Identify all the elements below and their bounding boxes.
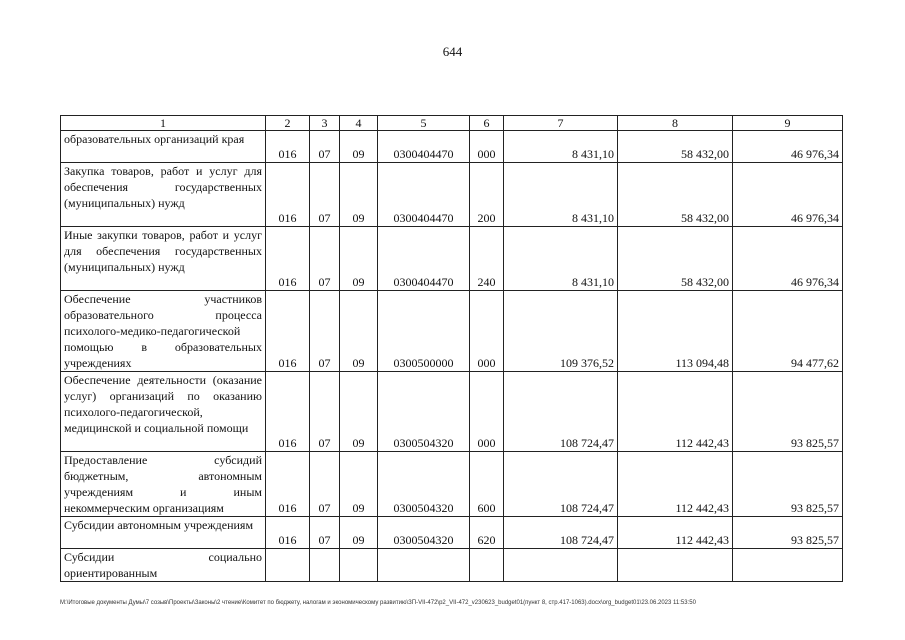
column-header: 7 xyxy=(504,116,618,131)
code-cell: 240 xyxy=(470,227,504,291)
page-number: 644 xyxy=(442,44,463,59)
code-cell: 000 xyxy=(470,131,504,163)
code-cell: 07 xyxy=(310,517,340,549)
table-row xyxy=(61,372,843,452)
amount-cell: 113 094,48 xyxy=(618,291,733,372)
amount-cell: 46 976,34 xyxy=(733,227,843,291)
amount-cell: 112 442,43 xyxy=(618,372,733,452)
amount-cell: 8 431,10 xyxy=(504,131,618,163)
amount-cell: 112 442,43 xyxy=(618,452,733,517)
amount-cell: 46 976,34 xyxy=(733,131,843,163)
code-cell: 000 xyxy=(470,372,504,452)
code-cell: 0300500000 xyxy=(378,291,470,372)
row-name-cell: Закупка товаров, работ и услуг для обеспечения государственных (муниципальных) нужд xyxy=(61,163,266,227)
code-cell: 0300404470 xyxy=(378,131,470,163)
amount-cell: 58 432,00 xyxy=(618,163,733,227)
column-header: 4 xyxy=(340,116,378,131)
amount-cell: 108 724,47 xyxy=(504,372,618,452)
code-cell: 09 xyxy=(340,372,378,452)
amount-cell xyxy=(618,549,733,582)
table-row xyxy=(61,549,843,582)
code-cell: 09 xyxy=(340,452,378,517)
amount-cell: 46 976,34 xyxy=(733,163,843,227)
column-header: 9 xyxy=(733,116,843,131)
table-row xyxy=(61,227,843,291)
code-cell: 0300504320 xyxy=(378,372,470,452)
row-name-cell: Субсидии социально ориентированным xyxy=(61,549,266,582)
code-cell: 016 xyxy=(266,291,310,372)
table-row xyxy=(61,517,843,549)
code-cell: 016 xyxy=(266,163,310,227)
amount-cell: 8 431,10 xyxy=(504,163,618,227)
column-header: 5 xyxy=(378,116,470,131)
file-path-footer: M:\Итоговые документы Думы\7 созыв\Проекты\Законы\2 чтение\Комитет по бюджету, налогам и экономическому развитию\ЗП-VII-472\р2_VII-472_v230623_budget01(пункт 8, стр.417-1063).docx\org_budget01\23.06.2023 11:53:50 xyxy=(60,600,696,606)
code-cell: 0300504320 xyxy=(378,517,470,549)
amount-cell: 109 376,52 xyxy=(504,291,618,372)
header-row xyxy=(61,116,843,131)
amount-cell: 8 431,10 xyxy=(504,227,618,291)
column-header: 3 xyxy=(310,116,340,131)
amount-cell: 108 724,47 xyxy=(504,452,618,517)
code-cell: 07 xyxy=(310,131,340,163)
code-cell xyxy=(310,549,340,582)
code-cell: 07 xyxy=(310,372,340,452)
amount-cell xyxy=(504,549,618,582)
amount-cell: 93 825,57 xyxy=(733,452,843,517)
code-cell: 016 xyxy=(266,227,310,291)
code-cell: 016 xyxy=(266,452,310,517)
column-header: 2 xyxy=(266,116,310,131)
row-name-cell: Обеспечение деятельности (оказание услуг) организаций по оказанию психолого-педагогической, медицинской и социальной помощи xyxy=(61,372,266,452)
row-name-cell: Иные закупки товаров, работ и услуг для обеспечения государственных (муниципальных) нужд xyxy=(61,227,266,291)
code-cell: 09 xyxy=(340,227,378,291)
row-name-cell: Субсидии автономным учреждениям xyxy=(61,517,266,549)
table-row xyxy=(61,131,843,163)
amount-cell: 112 442,43 xyxy=(618,517,733,549)
budget-table xyxy=(60,115,843,582)
code-cell: 07 xyxy=(310,227,340,291)
code-cell: 09 xyxy=(340,163,378,227)
code-cell: 09 xyxy=(340,517,378,549)
code-cell xyxy=(470,549,504,582)
code-cell: 016 xyxy=(266,131,310,163)
code-cell: 200 xyxy=(470,163,504,227)
code-cell xyxy=(340,549,378,582)
amount-cell: 58 432,00 xyxy=(618,131,733,163)
code-cell: 000 xyxy=(470,291,504,372)
row-name-cell: Предоставление субсидий бюджетным, автономным учреждениям и иным некоммерческим организациям xyxy=(61,452,266,517)
code-cell xyxy=(266,549,310,582)
table-row xyxy=(61,452,843,517)
amount-cell: 93 825,57 xyxy=(733,517,843,549)
table-row xyxy=(61,163,843,227)
column-header: 6 xyxy=(470,116,504,131)
code-cell: 0300404470 xyxy=(378,163,470,227)
code-cell: 07 xyxy=(310,291,340,372)
table-row xyxy=(61,291,843,372)
amount-cell: 93 825,57 xyxy=(733,372,843,452)
row-name-cell: Обеспечение участников образовательного процесса психолого-медико-педагогической помощью в образовательных учреждениях xyxy=(61,291,266,372)
code-cell: 09 xyxy=(340,131,378,163)
code-cell: 07 xyxy=(310,163,340,227)
code-cell xyxy=(378,549,470,582)
code-cell: 0300504320 xyxy=(378,452,470,517)
column-header: 8 xyxy=(618,116,733,131)
amount-cell: 94 477,62 xyxy=(733,291,843,372)
code-cell: 016 xyxy=(266,517,310,549)
code-cell: 07 xyxy=(310,452,340,517)
row-name-cell: образовательных организаций края xyxy=(61,131,266,163)
code-cell: 0300404470 xyxy=(378,227,470,291)
amount-cell: 58 432,00 xyxy=(618,227,733,291)
column-header: 1 xyxy=(61,116,266,131)
code-cell: 600 xyxy=(470,452,504,517)
code-cell: 620 xyxy=(470,517,504,549)
amount-cell: 108 724,47 xyxy=(504,517,618,549)
code-cell: 016 xyxy=(266,372,310,452)
code-cell: 09 xyxy=(340,291,378,372)
amount-cell xyxy=(733,549,843,582)
